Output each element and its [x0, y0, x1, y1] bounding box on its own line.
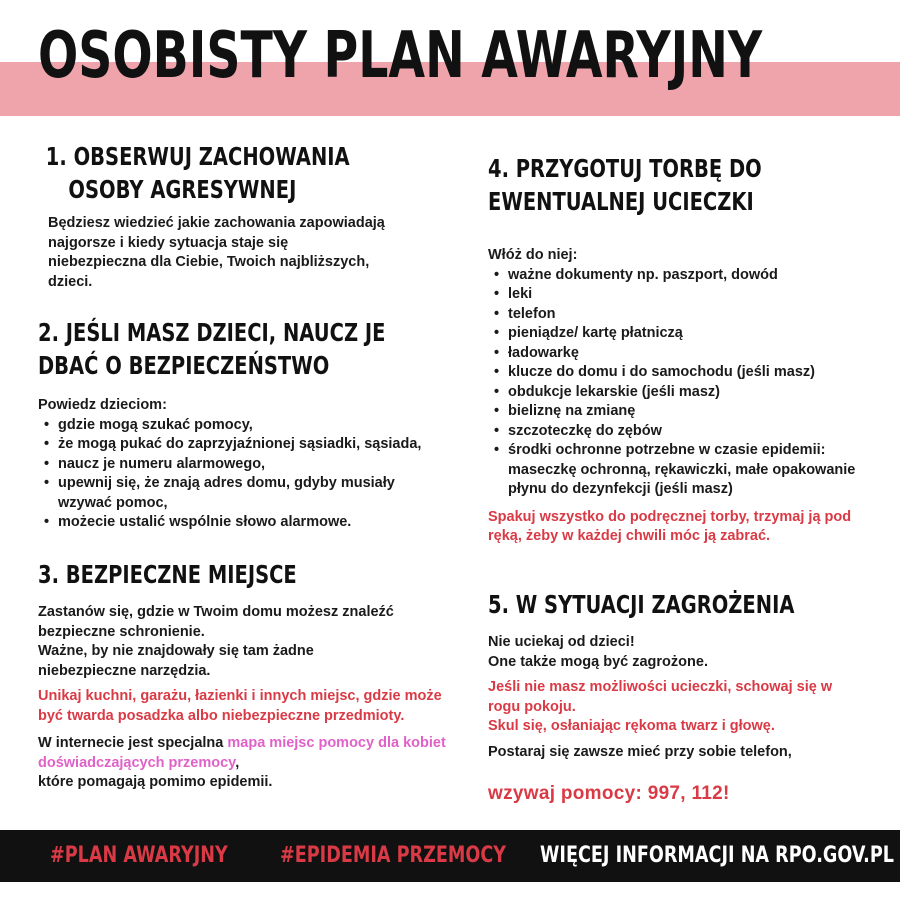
section-3-paragraph-1: Zastanów się, gdzie w Twoim domu możesz znaleźć bezpieczne schronienie. [38, 604, 394, 640]
list-item: • możecie ustalić wspólnie słowo alarmowe. [38, 513, 458, 533]
section-2-intro: Powiedz dzieciom: [38, 397, 167, 413]
section-5-line-2: One także mogą być zagrożone. [488, 653, 708, 670]
section-2-list [38, 416, 458, 533]
list-item: • że mogą pukać do zaprzyjaźnionej sąsiadki, sąsiada, [38, 435, 458, 455]
section-3-text-end: które pomagają pomimo epidemii. [38, 774, 273, 790]
list-item: • środki ochronne potrzebne w czasie epidemii: maseczkę ochronną, rękawiczki, małe opakowanie płynu do dezynfekcji (jeśli masz) [488, 441, 883, 500]
footer-hashtag-epidemic[interactable]: #EPIDEMIA PRZEMOCY [280, 843, 507, 868]
section-5-paragraph: Postaraj się zawsze mieć przy sobie telefon, [488, 743, 792, 760]
section-5-heading: 5. W SYTUACJI ZAGROŻENIA [488, 590, 795, 619]
list-item: • leki [488, 285, 883, 305]
section-3-warning: Unikaj kuchni, garażu, łazienki i innych miejsc, gdzie może być twarda posadzka albo niebezpieczne przedmioty. [38, 688, 442, 724]
section-5-line-1: Nie uciekaj od dzieci! [488, 634, 635, 650]
section-4-heading [488, 152, 800, 218]
help-map-link[interactable]: mapa miejsc pomocy dla kobiet doświadczających przemocy [38, 735, 446, 771]
section-5 [488, 588, 888, 806]
section-1 [38, 140, 468, 292]
section-5-red-1: Jeśli nie masz możliwości ucieczki, schowaj się w rogu pokoju. [488, 679, 833, 715]
section-4-intro: Włóż do niej: [488, 247, 578, 263]
section-4-heading-line-2: EWENTUALNEJ UCIECZKI [488, 187, 754, 216]
list-item: • telefon [488, 305, 883, 325]
section-1-heading [38, 140, 373, 206]
section-1-number: 1. [45, 142, 67, 171]
list-item: • naucz je numeru alarmowego, [38, 455, 458, 475]
section-4-list [488, 266, 883, 500]
list-item: • upewnij się, że znają adres domu, gdyby musiały wzywać pomoc, [38, 474, 428, 513]
section-3-paragraph-3 [38, 734, 448, 793]
section-2 [38, 316, 468, 533]
list-item: • szczoteczkę do zębów [488, 422, 883, 442]
list-item: • obdukcje lekarskie (jeśli masz) [488, 383, 883, 403]
emergency-numbers: wzywaj pomocy: 997, 112! [488, 783, 730, 804]
list-item: • klucze do domu i do samochodu (jeśli masz) [488, 363, 883, 383]
list-item: • pieniądze/ kartę płatniczą [488, 324, 883, 344]
section-4 [488, 152, 888, 547]
section-3-paragraph-2: Ważne, by nie znajdowały się tam żadne niebezpieczne narzędzia. [38, 643, 314, 679]
footer-info-link[interactable]: WIĘCEJ INFORMACJI NA RPO.GOV.PL [540, 843, 894, 868]
list-item: • ładowarkę [488, 344, 883, 364]
section-4-note: Spakuj wszystko do podręcznej torby, trzymaj ją pod ręką, żeby w każdej chwili móc ją zabrać. [488, 508, 852, 544]
section-3-comma: , [235, 754, 240, 771]
section-1-heading-line-2: OSOBY AGRESYWNEJ [68, 175, 297, 204]
section-2-heading-line-1: 2. JEŚLI MASZ DZIECI, NAUCZ JE [38, 318, 386, 347]
section-5-red-2: Skul się, osłaniając rękoma twarz i głowę. [488, 718, 775, 734]
section-1-body: Będziesz wiedzieć jakie zachowania zapowiadają najgorsze i kiedy sytuacja staje się niebezpieczna dla Ciebie, Twoich najbliższych, dzieci. [48, 215, 385, 290]
list-item: • bieliznę na zmianę [488, 402, 883, 422]
list-item: • ważne dokumenty np. paszport, dowód [488, 266, 883, 286]
section-4-heading-line-1: 4. PRZYGOTUJ TORBĘ DO [488, 154, 762, 183]
section-2-heading-line-2: DBAĆ O BEZPIECZEŃSTWO [38, 351, 330, 380]
list-item: • gdzie mogą szukać pomocy, [38, 416, 458, 436]
section-3-text: W internecie jest specjalna [38, 735, 228, 751]
section-3-heading: 3. BEZPIECZNE MIEJSCE [38, 560, 297, 589]
section-2-heading [38, 316, 386, 382]
page-title: OSOBISTY PLAN AWARYJNY [38, 19, 763, 93]
section-1-heading-line-1: OBSERWUJ ZACHOWANIA [73, 142, 350, 171]
footer-hashtag-plan[interactable]: #PLAN AWARYJNY [50, 843, 228, 868]
section-3 [38, 558, 468, 793]
